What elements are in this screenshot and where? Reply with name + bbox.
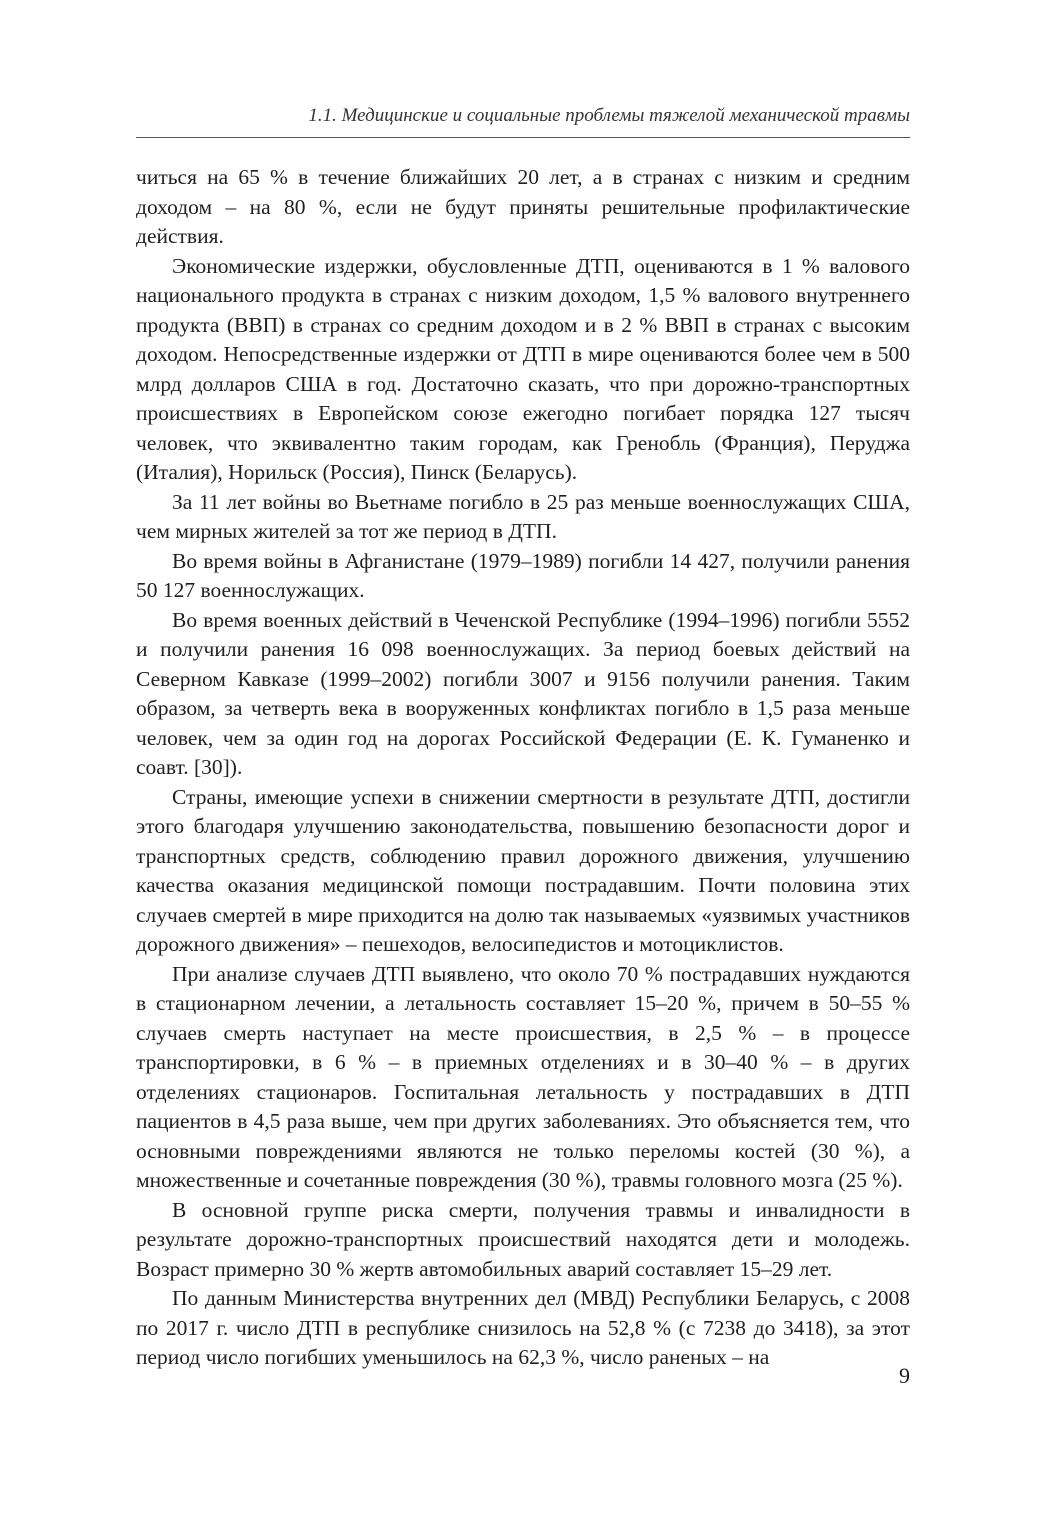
paragraph: Во время военных действий в Чеченской Республике (1994–1996) погибли 5552 и получили ранения 16 098 военнослужащих. За период боевых действий на Северном Кавказе (1999–2002) погибли 3007 и 9156 получили ранения. Таким образом, за четверть века в вооруженных конфликтах погибло в 1,5 раза меньше человек, чем за один год на дорогах Российской Федерации (Е. К. Гуманенко и соавт. [30]). [136,607,910,779]
page-number: 9 [899,1363,910,1388]
paragraph-continued: читься на 65 % в течение ближайших 20 лет, а в странах с низким и средним доходом – на 80 %, если не будут приняты решительные профилактические действия. [136,165,910,248]
paragraph: Страны, имеющие успехи в снижении смертности в результате ДТП, достигли этого благодаря улучшению законодательства, повышению безопасности дорог и транспортных средств, соблюдению правил дорожного движения, улучшению качества оказания медицинской помощи пострадавшим. Почти половина этих случаев смертей в мире приходится на долю так называемых «уязвимых участников дорожного движения» – пешеходов, велосипедистов и мотоциклистов. [136,784,910,956]
paragraph: Экономические издержки, обусловленные ДТП, оцениваются в 1 % валового национального продукта в странах с низким доходом, 1,5 % валового внутреннего продукта (ВВП) в странах со средним доходом и в 2 % ВВП в странах с высоким доходом. Непосредственные издержки от ДТП в мире оцениваются более чем в 500 млрд долларов США в год. Достаточно сказать, что при дорожно-транспортных происшествиях в Европейском союзе ежегодно погибает порядка 127 тысяч человек, что эквивалентно таким городам, как Гренобль (Франция), Перуджа (Италия), Норильск (Россия), Пинск (Беларусь). [136,253,910,484]
page-body [136,163,910,1373]
paragraph: В основной группе риска смерти, получения травмы и инвалидности в результате дорожно-транспортных происшествий находятся дети и молодежь. Возраст примерно 30 % жертв автомобильных аварий составляет 15–29 лет. [136,1197,910,1281]
header-rule [136,137,910,138]
paragraph: При анализе случаев ДТП выявлено, что около 70 % пострадавших нуждаются в стационарном лечении, а летальность составляет 15–20 %, причем в 50–55 % случаев смерть наступает на месте происшествия, в 2,5 % – в процессе транспортировки, в 6 % – в приемных отделениях и в 30–40 % – в других отделениях стационаров. Госпитальная летальность у пострадавших в ДТП пациентов в 4,5 раза выше, чем при других заболеваниях. Это объясняется тем, что основными повреждениями являются не только переломы костей (30 %), а множественные и сочетанные повреждения (30 %), травмы головного мозга (25 %). [136,961,910,1192]
paragraph: По данным Министерства внутренних дел (МВД) Республики Беларусь, с 2008 по 2017 г. число ДТП в республике снизилось на 52,8 % (с 7238 до 3418), за этот период число погибших уменьшилось на 62,3 %, число раненых – на [136,1286,910,1369]
running-title: 1.1. Медицинские и социальные проблемы тяжелой механической травмы [308,105,910,126]
paragraph: За 11 лет войны во Вьетнаме погибло в 25 раз меньше военнослужащих США, чем мирных жителей за тот же период в ДТП. [136,489,910,543]
paragraph: Во время войны в Афганистане (1979–1989) погибли 14 427, получили ранения 50 127 военнослужащих. [136,548,910,602]
